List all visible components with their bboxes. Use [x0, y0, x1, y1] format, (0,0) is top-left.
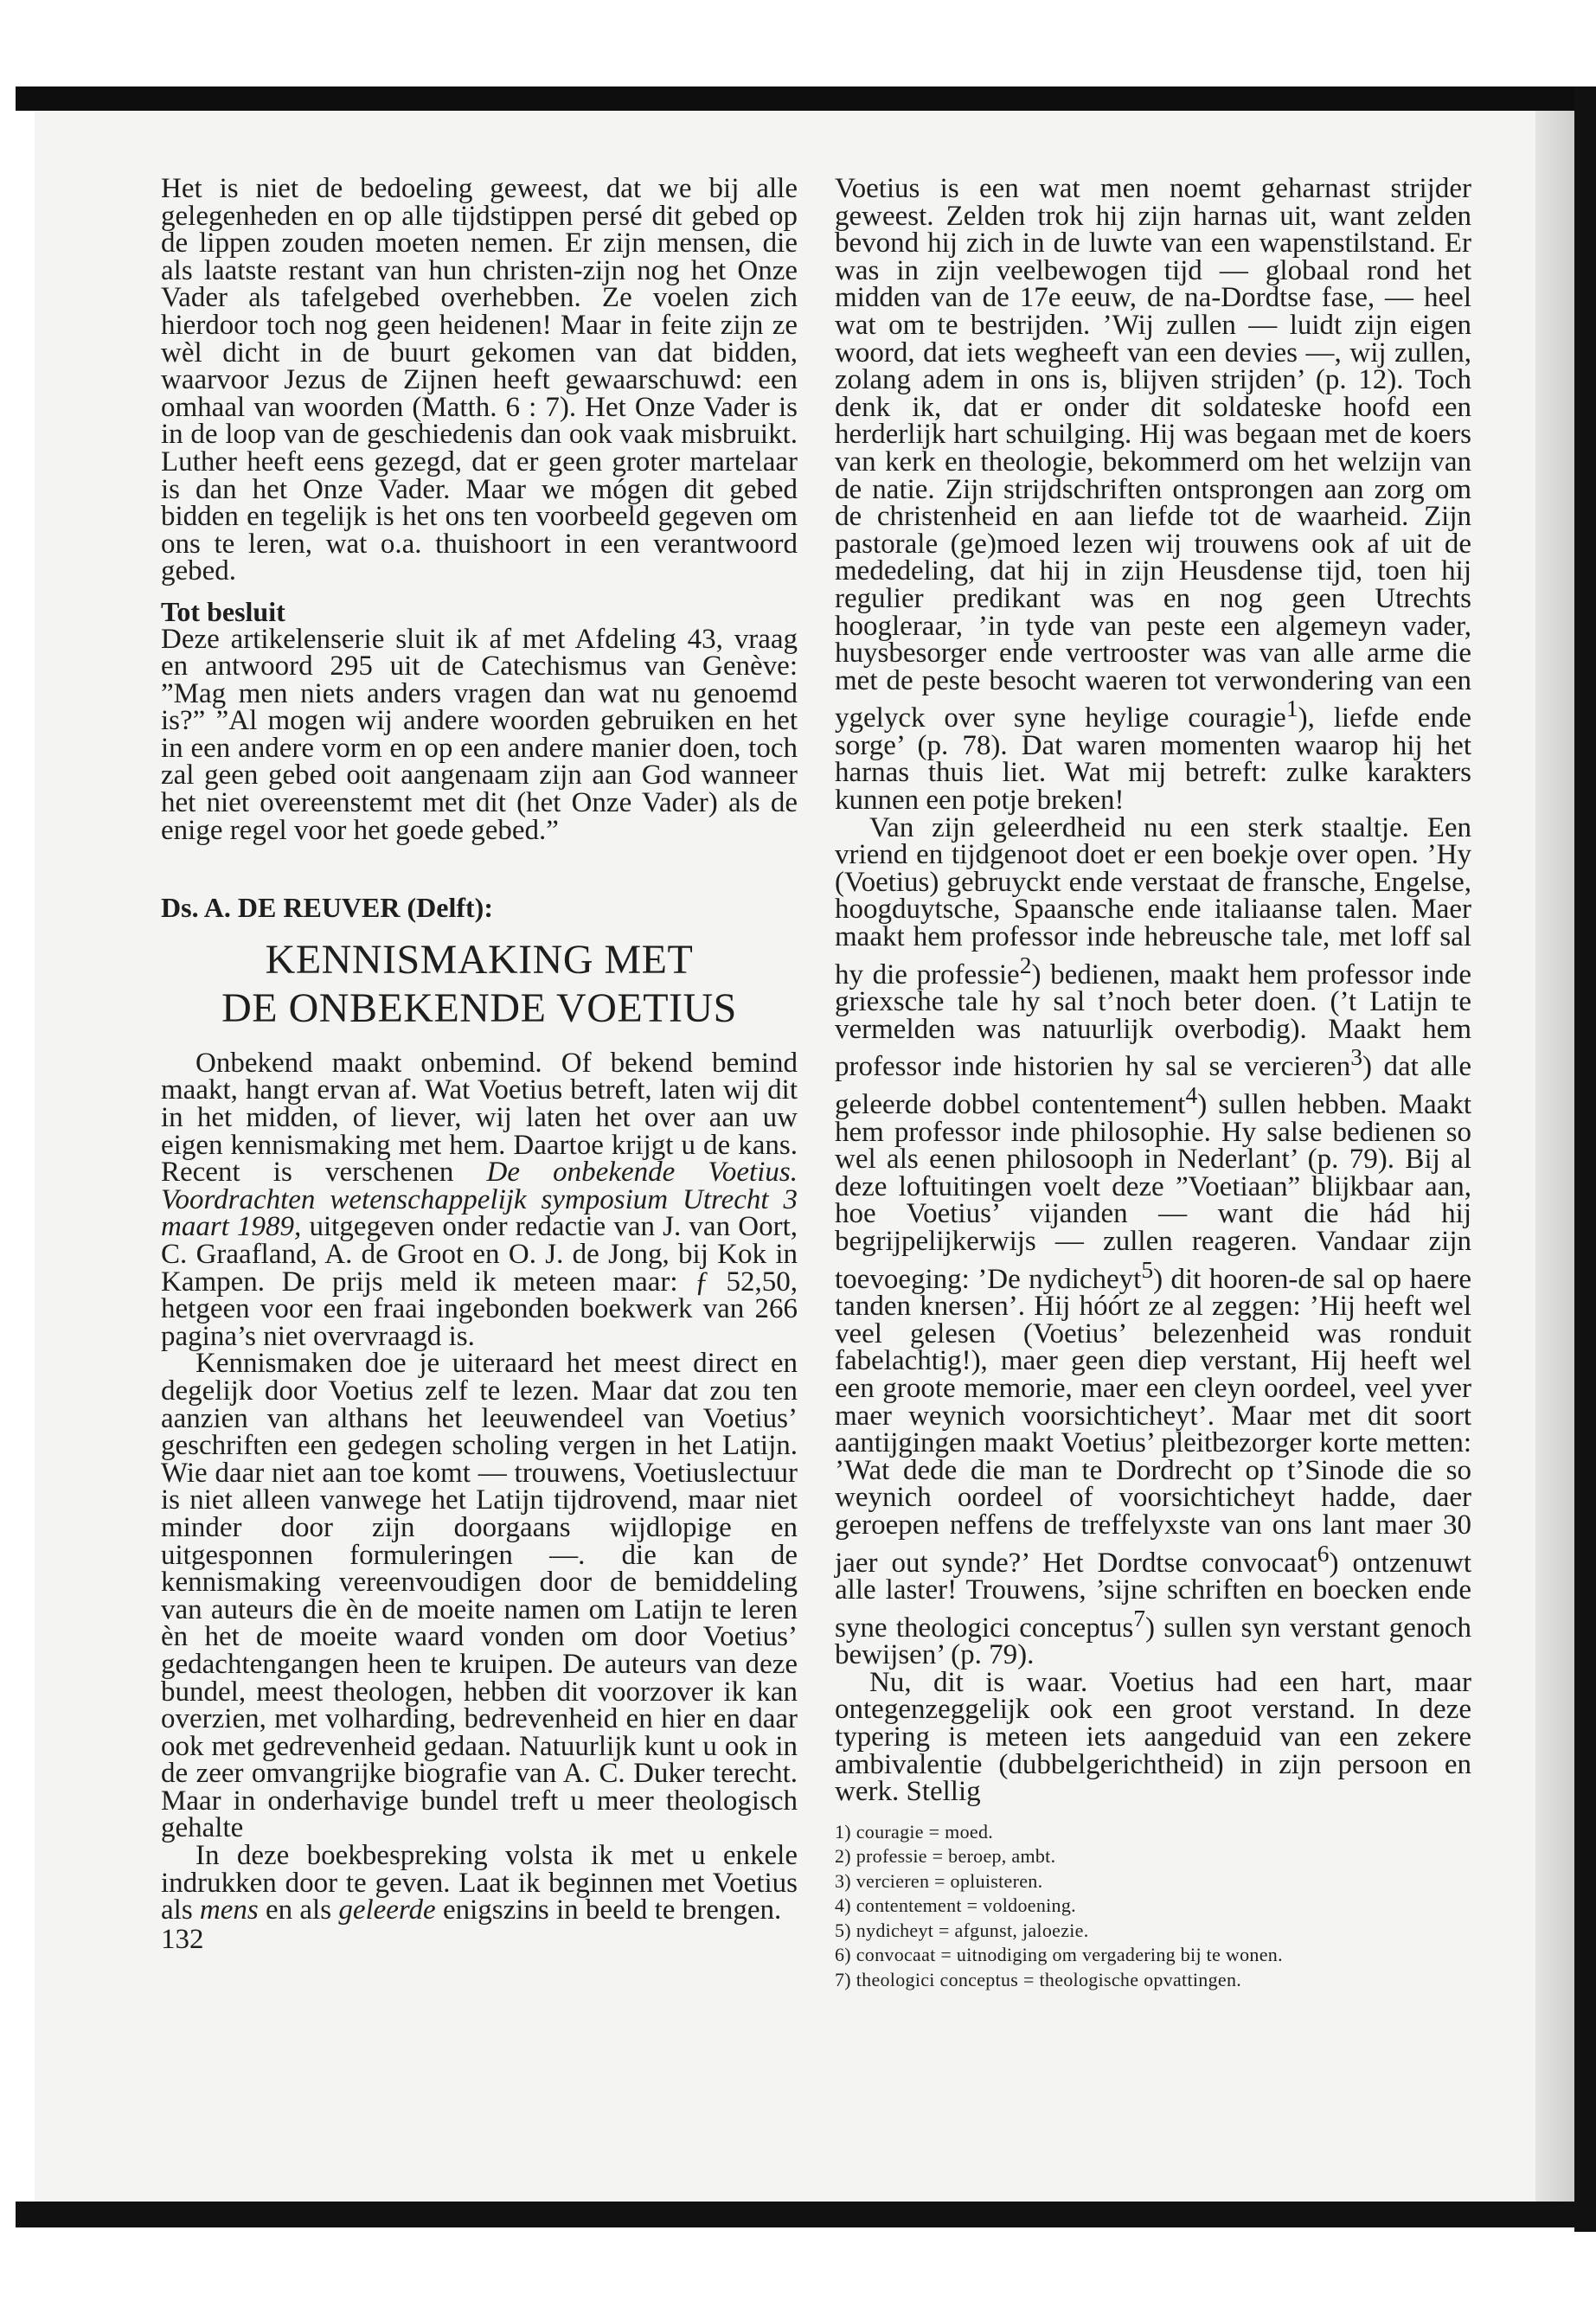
footnote-ref: 4 — [1185, 1081, 1198, 1108]
footnote: 6) convocaat = uitnodiging om vergadering bij te wonen. — [835, 1944, 1283, 1966]
page-edge-shadow — [1535, 111, 1574, 2202]
footnote-ref: 1 — [1285, 695, 1298, 722]
book-title: De onbekende Voetius. Voordrachten wetenschappelijk symposium Utrecht 3 maart 1989, — [161, 1157, 798, 1243]
footnote: 5) nydicheyt = afgunst, jaloezie. — [835, 1919, 1089, 1941]
footnote: 3) vercieren = opluisteren. — [835, 1869, 1043, 1892]
section-heading: Tot besluit — [161, 595, 285, 627]
paragraph: Voetius is een wat men noemt geharnast strijder geweest. Zelden trok hij zijn harnas uit, want zelden bevond hij zich in de luwte van een wapenstilstand. Er was in zijn veelbewogen tijd — globaal rond het midden van de 17e eeuw, de na-Dordtse fase, — heel wat om te bestrijden. ’Wij zullen — luidt zijn eigen woord, dat iets wegheeft van een devies —, wij zullen, zolang adem in ons is, blijven strijden’ (p. 12). Toch denk ik, dat er onder dit soldateske hoofd een herderlijk hart schuilging. Hij was begaan met de koers van kerk en theologie, bekommerd om het welzijn van de natie. Zijn strijdschriften ontsprongen aan zorg om de christenheid en aan liefde tot de waarheid. Zijn pastorale (ge)moed lezen wij trouwens ook af uit de mededeling, dat hij in zijn Heusdense tijd, toen hij regulier predikant was en nog geen Utrechts hoogleraar, ’in tyde van peste een algemeyn vader, huysbesorger ende vertrooster was van alle arme die met de peste besocht waeren tot verwondering van een ygelyck over syne heylige couragie$^1$), liefde ende sorge’ (p. 78). Dat waren momenten waarop hij het harnas thuis liet. Wat mij betreft: zulke karakters kunnen een potje breken! — [835, 173, 1471, 817]
paragraph: Van zijn geleerdheid nu een sterk staaltje. Een vriend en tijdgenoot doet er een boekje over open. ’Hy (Voetius) gebruyckt ende verstaat de fransche, Engelse, hoogduytsche, Spaansche ende italiaanse talen. Maer maakt hem professor inde hebreusche tale, met loff sal hy die professie$^2$) bedienen, maakt hem professor inde griexsche tale hy sal t’noch beter doen. (’t Latijn te vermelden was natuurlijk overbodig). Maakt hem professor inde historien hy sal se vercieren$^3$) dat alle geleerde dobbel contentement$^4$) sullen hebben. Maakt hem professor inde philosophie. Hy salse bedienen so wel als eenen philosooph in Nederlant’ (p. 79). Bij al deze loftuitingen voelt deze ”Voetiaan” blijkbaar aan, hoe Voetius’ vijanden — want die hád hij begrijpelijkerwijs — zullen reageren. Vandaar zijn toevoeging: ’De nydicheyt$^5$) dit hooren-de sal op haere tanden knersen’. Hij hóórt ze al zeggen: ’Hij heeft wel veel gelesen (Voetius’ belezenheid was ronduit fabelachtig!), maer geen diep verstant, Hij heeft wel een groote memorie, maer een cleyn oordeel, veel yver maer weynich voorsichticheyt’. Maar met dit soort aantijgingen maakt Voetius’ pleitbezorger korte metten: ’Wat dede die man te Dordrecht op t’Sinode die so weynich oordeel of voorsichticheyt hadde, daer geroepen neffens de treffelyxste van ons lant maer 30 jaer out synde?’ Het Dordtse convocaat$^6$) ontzenuwt alle laster! Trouwens, ’sijne schriften en boecken ende syne theologici conceptus$^7$) sullen syn verstant genoch bewijsen’ (p. 79). — [835, 811, 1472, 1671]
article-title — [161, 936, 798, 1033]
paragraph: Deze artikelenserie sluit ik af met Afdeling 43, vraag en antwoord 295 uit de Catechismus van Genève: ”Mag men niets anders vragen dan wat nu genoemd is?” ”Al mogen wij andere woorden gebruiken en het in een andere vorm en op een andere manier doen, toch zal geen gebed ooit aangenaam zijn aan God wanneer het niet overeenstemt met dit (het Onze Vader) als de enige regel voor het goede gebed.” — [161, 623, 798, 846]
paragraph: Nu, dit is waar. Voetius had een hart, maar ontegenzeggelijk ook een groot verstand. In deze typering is meteen iets aangeduid van een zekere ambivalentie (dubbelgerichtheid) in zijn persoon en werk. Stellig — [835, 1666, 1471, 1808]
paragraph: Kennismaken doe je uiteraard het meest direct en degelijk door Voetius zelf te lezen. Maar dat zou ten aanzien van althans het leeuwendeel van Voetius’ geschriften een gedegen scholing vergen in het Latijn. Wie daar niet aan toe komt — trouwens, Voetiuslectuur is niet alleen vanwege het Latijn tijdrovend, maar niet minder door zijn doorgaans wijdlopige en uitgesponnen formuleringen —. die kan de kennismaking vereenvoudigen door de bemiddeling van auteurs die èn de moeite namen om Latijn te leren èn het de moeite waard vonden om door Voetius’ gedachtengangen heen te kruipen. De auteurs van deze bundel, meest theologen, hebben dit voorzover ik kan overzien, met volharding, bedrevenheid en hier en daar ook met gedrevenheid gedaan. Natuurlijk kunt u ook in de zeer omvangrijke biografie van A. C. Duker terecht. Maar in onderhavige bundel treft u meer theologisch gehalte — [161, 1348, 798, 1844]
footnote-ref: 6 — [1317, 1539, 1330, 1567]
scan-border-top — [16, 87, 1596, 111]
footnote: 7) theologici conceptus = theologische opvattingen. — [835, 1968, 1242, 1990]
article-title-line: DE ONBEKENDE VOETIUS — [221, 984, 737, 1031]
footnote-ref: 5 — [1141, 1255, 1154, 1283]
footnote: 1) couragie = moed. — [835, 1820, 994, 1843]
footnote-ref: 2 — [1019, 951, 1032, 978]
footnote: 4) contentement = voldoening. — [835, 1894, 1076, 1917]
scan-border-right — [1574, 87, 1596, 2232]
right-column — [835, 173, 1472, 1992]
article-title-line: KENNISMAKING MET — [265, 936, 694, 983]
scan-border-bottom — [16, 2202, 1596, 2227]
author-byline: Ds. A. DE REUVER (Delft): — [161, 892, 493, 924]
paragraph: Het is niet de bedoeling geweest, dat we bij alle gelegenheden en op alle tijdstippen persé dit gebed op de lippen zouden moeten nemen. Er zijn mensen, die als laatste restant van hun christen-zijn nog het Onze Vader als tafelgebed overhebben. Ze voelen zich hierdoor toch nog geen heidenen! Maar in feite zijn ze wèl dicht in de buurt gekomen van dat bidden, waarvoor Jezus de Zijnen heeft gewaarschuwd: een omhaal van woorden (Matth. 6 : 7). Het Onze Vader is in de loop van de geschiedenis dan ook vaak misbruikt. Luther heeft eens gezegd, dat er geen groter martelaar is dan het Onze Vader. Maar we mógen dit gebed bidden en tegelijk is het ons ten voorbeeld gegeven om ons te leren, wat o.a. thuishoort in een verantwoord gebed. — [161, 173, 798, 587]
footnote-ref: 7 — [1133, 1604, 1145, 1631]
page-number: 132 — [161, 1923, 204, 1955]
paragraph: In deze boekbespreking volsta ik met u enkele indrukken door te geven. Laat ik beginnen met Voetius als mens en als geleerde enigszins in beeld te brengen. — [161, 1840, 798, 1926]
paragraph: Onbekend maakt onbemind. Of bekend bemind maakt, hangt ervan af. Wat Voetius betreft, laten wij dit in het midden, of liever, wij laten het over aan uw eigen kennismaking met hem. Daartoe krijgt u de kans. Recent is verschenen De onbekende Voetius. Voordrachten wetenschappelijk symposium Utrecht 3 maart 1989, uitgegeven onder redactie van J. van Oort, C. Graafland, A. de Groot en O. J. de Jong, bij Kok in Kampen. De prijs meld ik meteen maar: ƒ 52,50, hetgeen voor een fraai ingebonden boekwerk van 266 pagina’s niet overvraagd is. — [161, 1047, 798, 1352]
left-column — [161, 173, 798, 1955]
footnote-ref: 3 — [1350, 1043, 1362, 1071]
footnote: 2) professie = beroep, ambt. — [835, 1845, 1056, 1868]
footnotes — [835, 1820, 1471, 1993]
